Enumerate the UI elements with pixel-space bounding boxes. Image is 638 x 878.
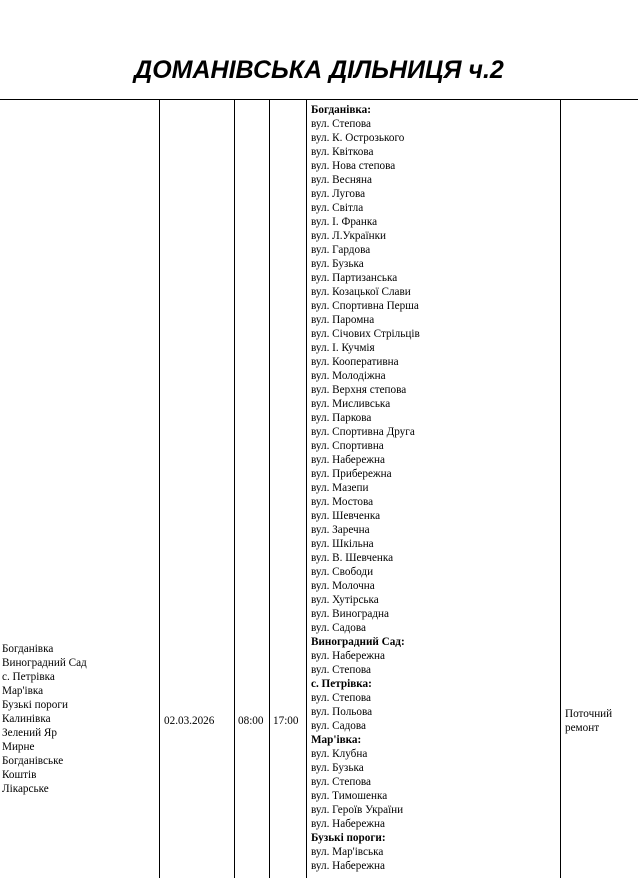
street-item: вул. Молочна: [311, 580, 375, 592]
street-item: вул. Бузька: [311, 762, 364, 774]
street-item: вул. Польова: [311, 706, 373, 718]
settlement-item: Виноградний Сад: [2, 657, 87, 669]
settlement-item: Коштів: [2, 769, 37, 781]
street-item: вул. Кооперативна: [311, 356, 399, 368]
street-item: вул. Набережна: [311, 650, 385, 662]
street-item: вул. Партизанська: [311, 272, 398, 284]
street-item: вул. Героїв України: [311, 804, 404, 816]
street-item: вул. Набережна: [311, 818, 385, 830]
work-type-line: ремонт: [565, 722, 600, 734]
time-end-cell: 17:00: [273, 715, 299, 727]
settlement-item: Мирне: [2, 741, 35, 753]
street-item: вул. К. Острозького: [311, 132, 405, 144]
street-item: вул. Шкільна: [311, 538, 374, 550]
street-item: вул. Паромна: [311, 314, 375, 326]
page-title: ДОМАНІВСЬКА ДІЛЬНИЦЯ ч.2: [134, 56, 504, 84]
work-type-cell: [565, 707, 612, 735]
settlement-item: Мар'івка: [2, 685, 44, 697]
street-item: вул. Садова: [311, 622, 366, 634]
street-item: вул. Січових Стрільців: [311, 328, 420, 340]
time-start-cell: 08:00: [238, 715, 264, 727]
date-cell: 02.03.2026: [164, 715, 215, 727]
street-item: вул. Спортивна Перша: [311, 300, 419, 312]
settlements-cell: [2, 642, 87, 796]
street-item: вул. В. Шевченка: [311, 552, 394, 564]
street-item: вул. Гардова: [311, 244, 371, 256]
street-item: вул. Заречна: [311, 524, 370, 536]
street-item: вул. І. Франка: [311, 216, 378, 228]
settlement-item: Лікарське: [2, 783, 49, 795]
street-item: вул. Клубна: [311, 748, 368, 760]
street-item: вул. Нова степова: [311, 160, 396, 172]
settlement-item: Калинівка: [2, 713, 51, 725]
street-item: вул. Свободи: [311, 566, 374, 578]
street-item: вул. Л.Українки: [311, 230, 387, 242]
street-item: вул. Молодіжна: [311, 370, 386, 382]
street-item: вул. І. Кучмія: [311, 342, 375, 354]
column-divider: [306, 100, 307, 878]
street-item: вул. Спортивна: [311, 440, 384, 452]
settlement-item: Зелений Яр: [2, 727, 57, 739]
street-item: вул. Бузька: [311, 258, 364, 270]
street-item: вул. Прибережна: [311, 468, 392, 480]
street-item: вул. Тимошенка: [311, 790, 388, 802]
outage-table: [0, 99, 638, 878]
street-item: вул. Виноградна: [311, 608, 390, 620]
street-item: вул. Квіткова: [311, 146, 374, 158]
column-divider: [159, 100, 160, 878]
locality-heading: Мар'івка:: [311, 734, 362, 746]
street-item: вул. Мазепи: [311, 482, 369, 494]
locality-heading: с. Петрівка:: [311, 678, 372, 690]
settlement-item: Богданівка: [2, 643, 54, 655]
street-item: вул. Шевченка: [311, 510, 381, 522]
street-item: вул. Мар'івська: [311, 846, 384, 858]
street-item: вул. Садова: [311, 720, 366, 732]
street-item: вул. Набережна: [311, 860, 385, 872]
street-item: вул. Світла: [311, 202, 364, 214]
work-type-line: Поточний: [565, 708, 613, 720]
street-item: вул. Мостова: [311, 496, 374, 508]
column-divider: [269, 100, 270, 878]
locality-heading: Виноградний Сад:: [311, 636, 405, 648]
street-item: вул. Степова: [311, 776, 372, 788]
street-item: вул. Мисливська: [311, 398, 391, 410]
street-item: вул. Степова: [311, 692, 372, 704]
settlement-item: Бузькі пороги: [2, 699, 68, 711]
street-item: вул. Паркова: [311, 412, 372, 424]
column-divider: [234, 100, 235, 878]
street-item: вул. Спортивна Друга: [311, 426, 415, 438]
street-item: вул. Степова: [311, 118, 372, 130]
street-item: вул. Степова: [311, 664, 372, 676]
street-item: вул. Хутірська: [311, 594, 379, 606]
street-item: вул. Весняна: [311, 174, 372, 186]
locality-heading: Богданівка:: [311, 104, 371, 116]
street-item: вул. Лугова: [311, 188, 366, 200]
settlement-item: Богданівське: [2, 755, 64, 767]
street-item: вул. Козацької Слави: [311, 286, 411, 298]
streets-cell: [311, 103, 420, 873]
locality-heading: Бузькі пороги:: [311, 832, 386, 844]
street-item: вул. Набережна: [311, 454, 385, 466]
settlement-item: с. Петрівка: [2, 671, 55, 683]
column-divider: [560, 100, 561, 878]
street-item: вул. Верхня степова: [311, 384, 407, 396]
